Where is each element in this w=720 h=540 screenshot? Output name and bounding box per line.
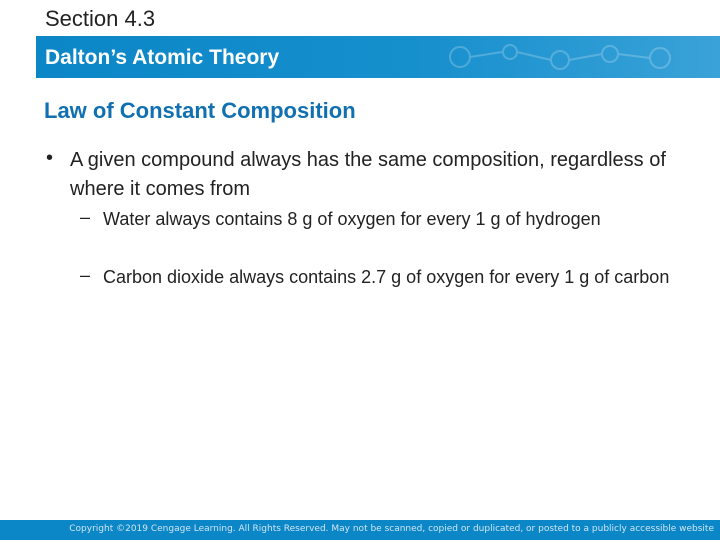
footer-bar: [0, 520, 720, 540]
sub-bullet-text: Water always contains 8 g of oxygen for every 1 g of hydrogen: [103, 209, 601, 229]
sub-bullet-marker: –: [80, 207, 91, 227]
copyright-notice: Copyright ©2019 Cengage Learning. All Rights Reserved. May not be scanned, copied or duplicated, or posted to a publicly accessible website: [69, 524, 714, 534]
sub-bullet-marker: –: [80, 265, 91, 285]
slide-title: Dalton’s Atomic Theory: [45, 46, 280, 69]
title-bar: [36, 36, 720, 78]
title-bar-pattern: [430, 40, 690, 74]
header-left-strip: [0, 0, 36, 78]
slide-subheading: Law of Constant Composition: [44, 98, 356, 123]
bullet-marker: •: [46, 147, 54, 169]
sub-bullet-text: Carbon dioxide always contains 2.7 g of oxygen for every 1 g of carbon: [103, 267, 670, 287]
bullet-text: A given compound always has the same composition, regardless of where it comes from: [70, 149, 666, 200]
section-label: Section 4.3: [45, 6, 156, 31]
